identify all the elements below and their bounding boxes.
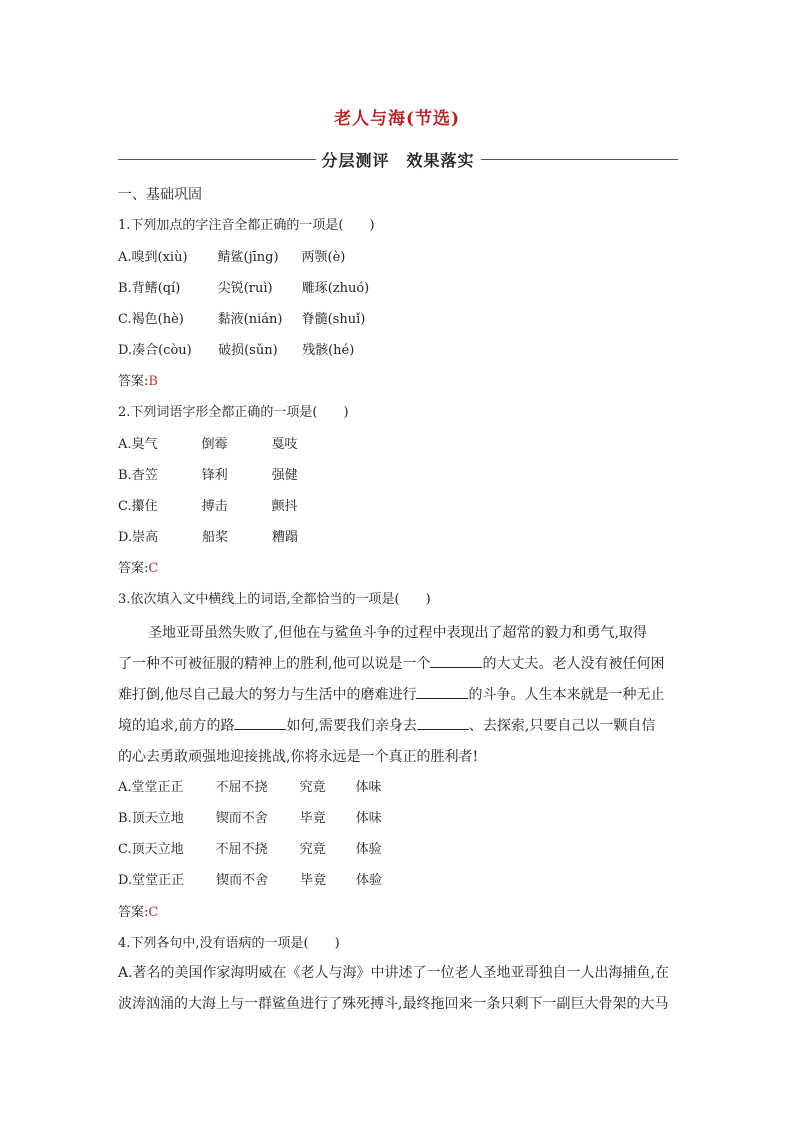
- fill-blank: [234, 715, 286, 730]
- passage-line: 的心去勇敢顽强地迎接挑战,你将永远是一个真正的胜利者!: [118, 749, 479, 765]
- option-item: 毕竟: [300, 873, 327, 888]
- q2-option-a: [118, 436, 298, 454]
- option-item: 究竟: [299, 842, 326, 857]
- option-label: C.: [118, 312, 132, 327]
- option-label: A.: [118, 250, 132, 265]
- option-label: D.: [118, 530, 133, 545]
- question-3-passage: [118, 618, 678, 773]
- option-item: 体验: [355, 842, 382, 857]
- option-item: 堂堂正正: [132, 873, 185, 888]
- option-item: 臭气: [131, 437, 158, 452]
- option-item: 凑合(còu): [132, 343, 192, 358]
- option-item: 颤抖: [271, 499, 298, 514]
- option-label: D.: [118, 873, 133, 888]
- q1-option-b: [118, 280, 369, 298]
- option-item: 嗅到(xiù): [131, 250, 188, 265]
- fill-blank: [417, 715, 469, 730]
- option-label: B.: [118, 281, 132, 296]
- q3-option-b: [118, 810, 382, 828]
- section-heading: 一、基础巩固: [118, 187, 202, 203]
- q3-option-a: [118, 779, 382, 797]
- question-3-stem: 3.依次填入文中横线上的词语,全都恰当的一项是( ): [118, 592, 431, 607]
- q1-option-a: [118, 249, 345, 267]
- option-item: 脊髓(shuǐ): [301, 312, 366, 327]
- q2-option-d: [118, 529, 298, 547]
- passage-line: 了一种不可被征服的精神上的胜利,他可以说是一个 的大丈夫。老人没有被任何困: [118, 649, 678, 680]
- option-label: A.: [118, 780, 132, 795]
- question-4-stem: 4.下列各句中,没有语病的一项是( ): [118, 936, 340, 951]
- option-item: 体味: [355, 780, 382, 795]
- option-label: A.: [118, 437, 132, 452]
- option-item: 糟蹋: [272, 530, 299, 545]
- answer-value: B: [148, 374, 158, 389]
- option-item: 锲而不舍: [216, 873, 269, 888]
- q2-option-c: [118, 498, 298, 516]
- q3-answer: [118, 904, 158, 922]
- option-item: 毕竟: [299, 811, 326, 826]
- option-item: 褐色(hè): [131, 312, 184, 327]
- passage-line: 境的追求,前方的路 如何,需要我们亲身去 、去探索,只要自己以一颗自信: [118, 711, 678, 742]
- option-item: 堂堂正正: [131, 780, 184, 795]
- fill-blank: [430, 653, 482, 668]
- answer-value: C: [148, 905, 159, 920]
- q4-option-a: [118, 958, 678, 1020]
- option-item: 顶天立地: [131, 811, 184, 826]
- option-item: 破损(sǔn): [218, 343, 278, 358]
- option-item: 倒霉: [201, 437, 228, 452]
- option-item: 杳笠: [131, 468, 158, 483]
- option-item: 鲭鲨(jīng): [217, 250, 279, 265]
- question-2-stem: 2.下列词语字形全都正确的一项是( ): [118, 405, 349, 420]
- divider-right: [481, 159, 679, 160]
- q1-option-c: [118, 311, 365, 329]
- q3-option-c: [118, 841, 382, 859]
- question-1-stem: 1.下列加点的字注音全都正确的一项是( ): [118, 218, 375, 233]
- option-item: 搏击: [201, 499, 228, 514]
- q1-option-d: [118, 342, 354, 360]
- option-item: 锋利: [201, 468, 228, 483]
- option-line: 波涛汹涌的大海上与一群鲨鱼进行了殊死搏斗,最终拖回来一条只剩下一副巨大骨架的大马: [118, 996, 669, 1012]
- option-label: C.: [118, 499, 132, 514]
- q2-option-b: [118, 467, 298, 485]
- option-item: 不屈不挠: [215, 842, 268, 857]
- subtitle: 分层测评 效果落实: [321, 150, 475, 170]
- option-line: A.著名的美国作家海明威在《老人与海》中讲述了一位老人圣地亚哥独自一人出海捕鱼,在: [118, 965, 670, 981]
- passage-line: 难打倒,他尽自己最大的努力与生活中的磨难进行 的斗争。人生本来就是一种无止: [118, 680, 678, 711]
- passage-line: 圣地亚哥虽然失败了,但他在与鲨鱼斗争的过程中表现出了超常的毅力和勇气,取得: [148, 625, 647, 641]
- answer-label: 答案:: [118, 374, 149, 389]
- option-item: 体味: [355, 811, 382, 826]
- option-item: 锲而不舍: [215, 811, 268, 826]
- option-item: 究竟: [299, 780, 326, 795]
- option-item: 黏液(nián): [217, 312, 283, 327]
- option-label: B.: [118, 811, 132, 826]
- q3-option-d: [118, 872, 382, 890]
- option-label: C.: [118, 842, 132, 857]
- answer-value: C: [148, 561, 159, 576]
- subtitle-row: [118, 147, 678, 171]
- option-item: 残骸(hé): [302, 343, 355, 358]
- option-item: 攥住: [131, 499, 158, 514]
- divider-left: [118, 159, 316, 160]
- option-item: 雕琢(zhuó): [301, 281, 370, 296]
- option-item: 崇高: [132, 530, 159, 545]
- option-item: 船桨: [202, 530, 229, 545]
- answer-label: 答案:: [118, 905, 149, 920]
- answer-label: 答案:: [118, 561, 149, 576]
- option-label: B.: [118, 468, 132, 483]
- option-item: 背鳍(qí): [131, 281, 181, 296]
- option-item: 体验: [356, 873, 383, 888]
- option-item: 两颚(è): [301, 250, 346, 265]
- option-item: 尖锐(ruì): [217, 281, 273, 296]
- option-item: 戛吱: [271, 437, 298, 452]
- page-title: 老人与海(节选): [333, 109, 461, 129]
- q1-answer: [118, 373, 158, 391]
- fill-blank: [416, 684, 468, 699]
- q2-answer: [118, 560, 158, 578]
- option-item: 不屈不挠: [215, 780, 268, 795]
- option-item: 顶天立地: [131, 842, 184, 857]
- option-item: 强健: [271, 468, 298, 483]
- option-label: D.: [118, 343, 133, 358]
